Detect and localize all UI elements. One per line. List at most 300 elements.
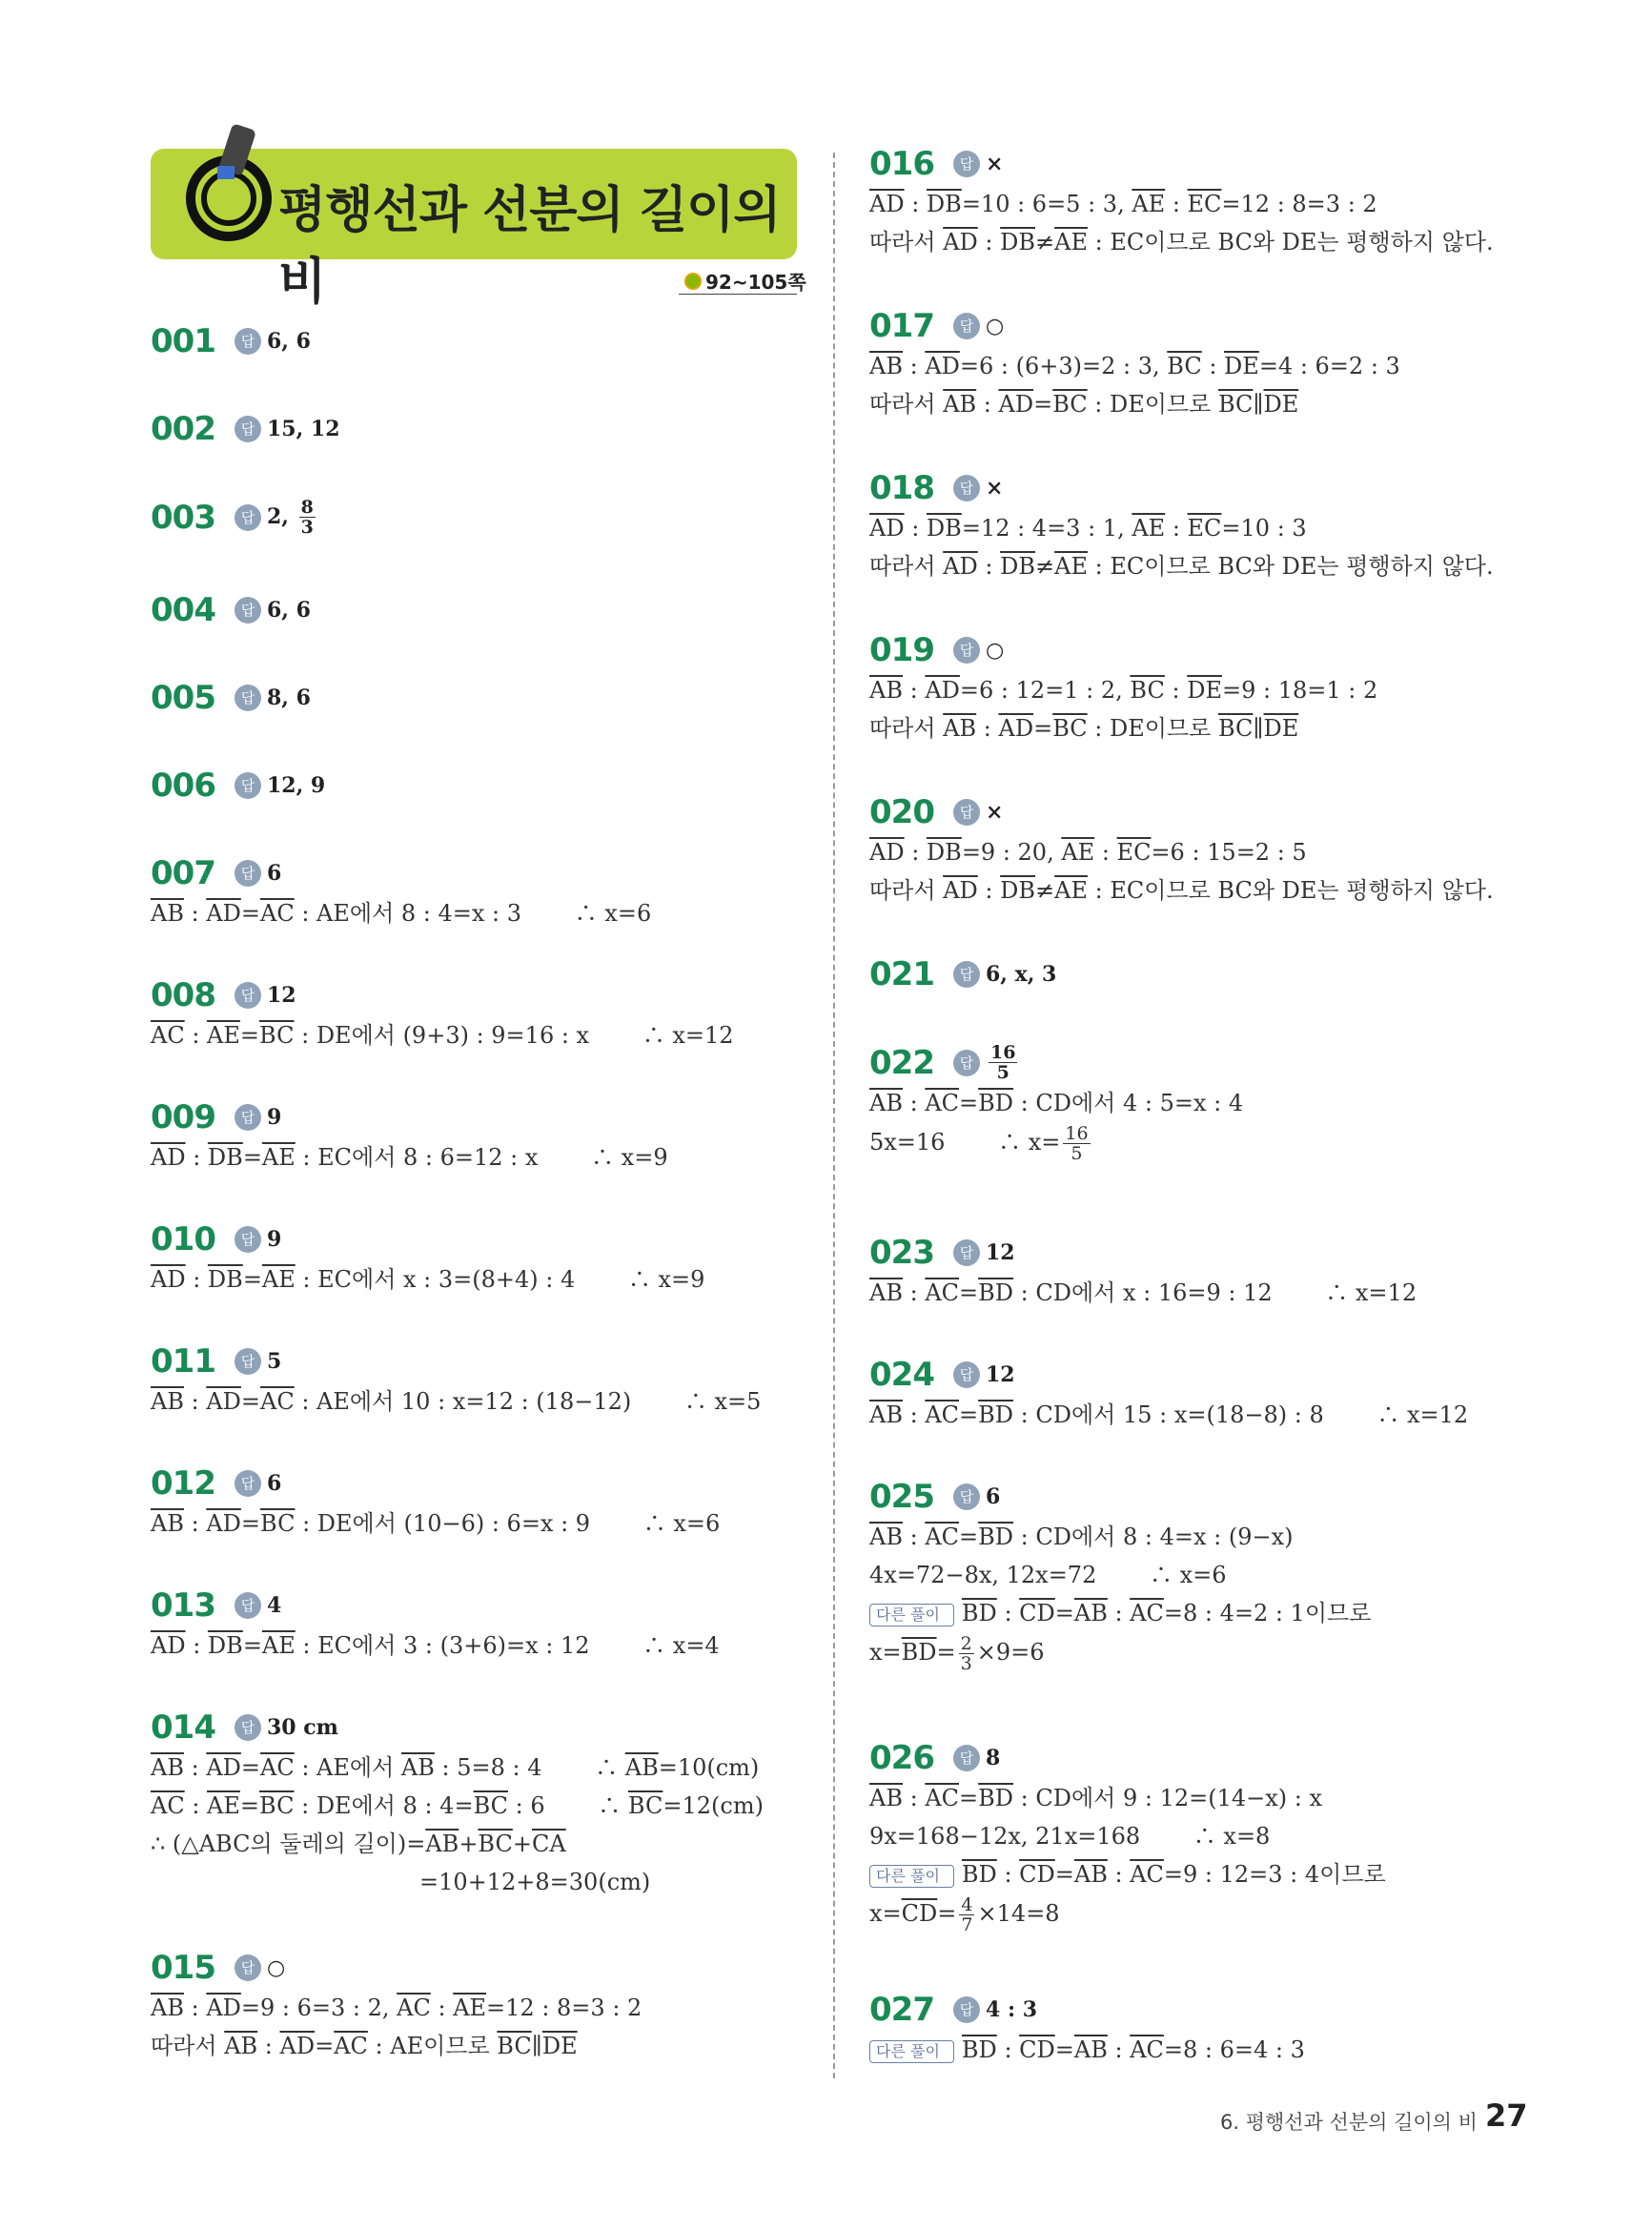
solution-line: $\overline{AD}$ : $\overline{DB}=12$ : 4=3 : 1, $\overline{AE}$ : $\overline{EC}=10$ : 3 <box>869 515 1307 542</box>
segment-ac: $\overline{AC}$ <box>334 2033 368 2059</box>
solution-line: $\overline{AC}$ : $\overline{AE}=\overline{BC}$ : DE에서 (9+3) : 9=16 : x ∴ x=12 <box>151 1022 734 1049</box>
fraction-denominator: 7 <box>961 1914 973 1935</box>
segment-ab: $\overline{AB}$ <box>425 1831 459 1857</box>
answer-value: 4 : 3 <box>985 1997 1038 2022</box>
segment-ae: $\overline{AE}$ <box>1061 839 1095 866</box>
segment-bc: $\overline{BC}$ <box>1167 353 1202 379</box>
problem-header <box>151 767 325 805</box>
segment-bd: $\overline{BD}$ <box>961 1861 997 1888</box>
segment-ac: $\overline{AC}$ <box>260 900 295 927</box>
problem-item <box>869 145 1494 259</box>
answer-badge: 답 <box>953 475 980 501</box>
column-divider <box>833 153 835 2078</box>
answer-badge: 답 <box>235 1104 261 1131</box>
segment-ad: $\overline{AD}$ <box>206 1754 241 1781</box>
page-reference-underline <box>679 294 797 295</box>
answer-badge: 답 <box>235 504 261 531</box>
problem-number: 005 <box>151 679 215 717</box>
segment-ae: $\overline{AE}$ <box>1054 553 1088 580</box>
answer-value: 15, 12 <box>266 417 340 441</box>
segment-ab: $\overline{AB}$ <box>151 900 184 927</box>
problem-header <box>151 498 318 537</box>
answer-value: × <box>985 152 1004 176</box>
problem-item <box>869 1478 1371 1673</box>
segment-db: $\overline{DB}$ <box>207 1632 243 1659</box>
problem-item <box>151 767 325 805</box>
segment-ac: $\overline{AC}$ <box>1130 2036 1164 2063</box>
problem-item <box>151 591 311 629</box>
problem-item <box>151 1220 704 1297</box>
segment-db: $\overline{DB}$ <box>1000 553 1035 580</box>
fraction-numerator: 16 <box>989 1042 1016 1063</box>
segment-bd: $\overline{BD}$ <box>961 1600 997 1626</box>
answer-fraction <box>989 1043 1017 1082</box>
problem-number: 014 <box>151 1708 215 1747</box>
segment-ab: $\overline{AB}$ <box>869 1785 903 1811</box>
solution-line: $\overline{AB}$ : $\overline{AC}=\overline{BD}$ : CD에서 9 : 12=(14−x) : x <box>869 1785 1323 1811</box>
answer-value: 6, 6 <box>266 329 311 354</box>
answer-badge: 답 <box>953 1745 980 1771</box>
segment-ac: $\overline{AC}$ <box>260 1388 295 1415</box>
segment-bc: $\overline{BC}$ <box>497 2033 532 2059</box>
problem-number: 007 <box>151 854 215 892</box>
answer-badge: 답 <box>235 416 261 442</box>
problem-item <box>151 1342 761 1419</box>
problem-header <box>151 1220 704 1258</box>
answer-value: 6, 6 <box>266 598 311 623</box>
segment-bc: $\overline{BC}$ <box>473 1792 509 1819</box>
problem-number: 006 <box>151 767 215 805</box>
segment-ec: $\overline{EC}$ <box>1187 515 1222 542</box>
segment-db: $\overline{DB}$ <box>1000 877 1035 904</box>
problem-header <box>869 1234 1417 1272</box>
answer-value: 5 <box>266 1349 282 1374</box>
problem-header <box>869 1043 1243 1082</box>
alt-solution-badge: 다른 풀이 <box>869 1604 954 1626</box>
segment-ab: $\overline{AB}$ <box>869 353 903 379</box>
problem-item <box>869 631 1377 746</box>
segment-ae: $\overline{AE}$ <box>261 1144 296 1171</box>
answer-value: ○ <box>985 314 1005 338</box>
segment-ab: $\overline{AB}$ <box>943 391 977 418</box>
segment-bc: $\overline{BC}$ <box>260 1510 296 1537</box>
fraction-numerator: 16 <box>1065 1123 1089 1144</box>
segment-ac: $\overline{AC}$ <box>151 1022 185 1049</box>
segment-ad: $\overline{AD}$ <box>151 1266 186 1293</box>
segment-ad: $\overline{AD}$ <box>206 1388 241 1415</box>
segment-ac: $\overline{AC}$ <box>925 1785 960 1811</box>
segment-bc: $\overline{BC}$ <box>259 1022 295 1049</box>
solution-line: $\overline{AB}$ : $\overline{AD}=6$ : (6+3)=2 : 3, $\overline{BC}$ : $\overline{DE}=4$ : 6=2 : 3 <box>869 353 1400 379</box>
segment-bc: $\overline{BC}$ <box>1217 391 1254 418</box>
problem-item <box>869 1234 1417 1310</box>
segment-ab: $\overline{AB}$ <box>151 1388 184 1415</box>
segment-ae: $\overline{AE}$ <box>453 1995 487 2021</box>
segment-de: $\overline{DE}$ <box>541 2033 578 2059</box>
problem-item <box>151 679 311 717</box>
problem-header <box>869 307 1400 345</box>
segment-ad: $\overline{AD}$ <box>943 553 978 580</box>
segment-db: $\overline{DB}$ <box>926 515 962 542</box>
problem-number: 009 <box>151 1098 215 1136</box>
solution-line: 따라서 $\overline{AB}$ : $\overline{AD}=\overline{AC}$ : AE이므로 $\overline{BC}\parallel\overline{DE}$ <box>151 2033 578 2059</box>
segment-ab: $\overline{AB}$ <box>224 2033 258 2059</box>
page-reference <box>684 267 806 295</box>
problem-item <box>151 1464 720 1541</box>
answer-badge: 답 <box>953 1361 980 1388</box>
answer-value: 12 <box>985 1362 1015 1387</box>
segment-ad: $\overline{AD}$ <box>943 877 978 904</box>
fraction-numerator: 8 <box>300 497 314 518</box>
problem-item <box>869 1739 1386 1934</box>
problem-number: 011 <box>151 1342 215 1381</box>
segment-ad: $\overline{AD}$ <box>151 1632 186 1659</box>
answer-badge: 답 <box>953 1483 980 1510</box>
segment-ad: $\overline{AD}$ <box>943 229 978 256</box>
segment-bc: $\overline{BC}$ <box>478 1831 513 1857</box>
segment-ae: $\overline{AE}$ <box>1132 191 1166 217</box>
problem-header <box>869 1356 1468 1394</box>
problem-item <box>869 793 1494 908</box>
segment-ac: $\overline{AC}$ <box>1130 1600 1164 1626</box>
problem-number: 004 <box>151 591 215 629</box>
answer-badge: 답 <box>235 1470 261 1497</box>
segment-ab: $\overline{AB}$ <box>1073 1600 1108 1626</box>
solution-line: $\overline{AB}$ : $\overline{AD}=\overline{AC}$ : AE에서 $\overline{AB}$ : 5=8 : 4 ∴ $\overline{AB}=10(cm)$ <box>151 1754 760 1781</box>
problem-header <box>151 679 311 717</box>
problem-item <box>151 854 651 931</box>
solution-line: $\overline{AB}$ : $\overline{AC}=\overline{BD}$ : CD에서 x : 16=9 : 12 ∴ x=12 <box>869 1279 1417 1306</box>
answer-badge: 답 <box>235 860 261 887</box>
answer-value: 6 <box>266 861 282 886</box>
segment-ae: $\overline{AE}$ <box>1054 877 1088 904</box>
segment-ad: $\overline{AD}$ <box>206 1995 241 2021</box>
answer-badge: 답 <box>953 799 980 826</box>
problem-header <box>869 1991 1305 2029</box>
answer-badge: 답 <box>235 982 261 1009</box>
problem-number: 027 <box>869 1991 934 2029</box>
answer-badge: 답 <box>953 637 980 664</box>
solution-line: 따라서 $\overline{AD}$ : $\overline{DB}\ne\overline{AE}$ : EC이므로 BC와 DE는 평행하지 않다. <box>869 877 1494 904</box>
segment-db: $\overline{DB}$ <box>926 191 962 217</box>
solution-line: 따라서 $\overline{AB}$ : $\overline{AD}=\overline{BC}$ : DE이므로 $\overline{BC}\parallel\overline{DE}$ <box>869 391 1299 418</box>
problem-number: 021 <box>869 955 934 993</box>
segment-de: $\overline{DE}$ <box>1263 715 1299 742</box>
segment-bc: $\overline{BC}$ <box>1052 391 1088 418</box>
segment-ca: $\overline{CA}$ <box>531 1831 566 1857</box>
fraction-numerator: 4 <box>961 1894 973 1915</box>
segment-bd: $\overline{BD}$ <box>978 1785 1014 1811</box>
segment-ad: $\overline{AD}$ <box>869 515 905 542</box>
answer-badge: 답 <box>235 328 261 355</box>
problem-header <box>869 631 1377 669</box>
problem-number: 025 <box>869 1478 934 1516</box>
problem-item <box>151 322 311 360</box>
segment-ab: $\overline{AB}$ <box>943 715 977 742</box>
segment-ae: $\overline{AE}$ <box>261 1632 296 1659</box>
segment-ad: $\overline{AD}$ <box>998 715 1034 742</box>
page-number: 27 <box>1485 2097 1528 2134</box>
problem-item <box>151 976 734 1053</box>
problem-number: 017 <box>869 307 934 345</box>
fraction-denominator: 3 <box>960 1653 972 1674</box>
problem-item <box>151 1708 764 1899</box>
problem-number: 019 <box>869 631 934 669</box>
answer-value: 30 cm <box>266 1715 338 1740</box>
problem-header <box>869 1739 1386 1777</box>
answer-badge: 답 <box>235 597 261 624</box>
segment-bd: $\overline{BD}$ <box>901 1639 937 1666</box>
solution-line: 따라서 $\overline{AD}$ : $\overline{DB}\ne\overline{AE}$ : EC이므로 BC와 DE는 평행하지 않다. <box>869 553 1494 580</box>
segment-ad: $\overline{AD}$ <box>998 391 1034 418</box>
answer-badge: 답 <box>953 313 980 339</box>
fraction-denominator: 3 <box>300 517 314 538</box>
segment-ae: $\overline{AE}$ <box>261 1266 296 1293</box>
problem-number: 003 <box>151 498 215 537</box>
solution-line: $x=\overline{CD}=$ $\frac{4}{7}$ ×14=8 <box>869 1894 1060 1935</box>
problem-number: 001 <box>151 322 215 360</box>
answer-value <box>986 1042 1020 1083</box>
segment-ab: $\overline{AB}$ <box>151 1754 184 1781</box>
segment-bd: $\overline{BD}$ <box>978 1524 1014 1550</box>
solution-line: $\overline{AD}$ : $\overline{DB}=\overline{AE}$ : EC에서 8 : 6=12 : x ∴ x=9 <box>151 1144 668 1171</box>
solution-line: $\overline{AB}$ : $\overline{AD}=\overline{AC}$ : AE에서 10 : x=12 : (18−12) ∴ x=5 <box>151 1388 762 1415</box>
segment-cd: $\overline{CD}$ <box>1019 1861 1055 1888</box>
problem-header <box>151 410 340 448</box>
problem-item <box>869 1991 1305 2067</box>
segment-ac: $\overline{AC}$ <box>925 1090 960 1116</box>
answer-value: 9 <box>266 1105 282 1130</box>
solution-line: $\overline{AB}$ : $\overline{AC}=\overline{BD}$ : CD에서 4 : 5=x : 4 <box>869 1090 1244 1116</box>
segment-ad: $\overline{AD}$ <box>869 191 905 217</box>
answer-value: × <box>985 476 1004 501</box>
solution-line: 다른 풀이 $\overline{BD}$ : $\overline{CD}=\overline{AB}$ : $\overline{AC}=9$ : 12=3 : 4이므로 <box>869 1857 1386 1892</box>
answer-value: × <box>985 800 1004 825</box>
segment-ac: $\overline{AC}$ <box>1130 1861 1164 1888</box>
answer-badge: 답 <box>235 1226 261 1253</box>
solution-line: 4x=72−8x, 12x=72 ∴ x=6 <box>869 1562 1227 1588</box>
answer-value: ○ <box>266 1955 286 1980</box>
segment-ab: $\overline{AB}$ <box>869 1401 903 1428</box>
solution-line: $\overline{AB}$ : $\overline{AC}=\overline{BD}$ : CD에서 8 : 4=x : (9−x) <box>869 1524 1294 1550</box>
segment-ab: $\overline{AB}$ <box>400 1754 435 1781</box>
page-reference-text: 92~105쪽 <box>705 271 806 294</box>
segment-ac: $\overline{AC}$ <box>397 1995 431 2021</box>
segment-db: $\overline{DB}$ <box>207 1266 243 1293</box>
solution-line: 9x=168−12x, 21x=168 ∴ x=8 <box>869 1823 1271 1850</box>
segment-ad: $\overline{AD}$ <box>869 839 905 866</box>
solution-line: $x=\overline{BD}=$ $\frac{2}{3}$ ×9=6 <box>869 1633 1045 1674</box>
segment-bc: $\overline{BC}$ <box>627 1792 663 1819</box>
answer-badge: 답 <box>953 1239 980 1266</box>
solution-line: $\overline{AB}$ : $\overline{AD}=\overline{AC}$ : AE에서 8 : 4=x : 3 ∴ x=6 <box>151 900 652 927</box>
answer-badge: 답 <box>235 1592 261 1619</box>
solution-line: 5x=16 ∴ x= $\frac{16}{5}$ <box>869 1123 1089 1164</box>
problem-item <box>151 1098 668 1175</box>
answer-badge: 답 <box>235 1348 261 1375</box>
segment-ab: $\overline{AB}$ <box>624 1754 659 1781</box>
problem-header <box>869 145 1494 183</box>
answer-value: 12, 9 <box>266 773 326 798</box>
segment-de: $\overline{DE}$ <box>1187 677 1222 704</box>
answer-badge: 답 <box>953 961 980 988</box>
segment-bd: $\overline{BD}$ <box>978 1090 1014 1116</box>
segment-ab: $\overline{AB}$ <box>869 1279 903 1306</box>
solution-line: $\overline{AD}$ : $\overline{DB}=\overline{AE}$ : EC에서 3 : (3+6)=x : 12 ∴ x=4 <box>151 1632 720 1659</box>
segment-ad: $\overline{AD}$ <box>206 1510 241 1537</box>
solution-line: $\overline{AB}$ : $\overline{AC}=\overline{BD}$ : CD에서 15 : x=(18−8) : 8 ∴ x=12 <box>869 1401 1469 1428</box>
problem-item <box>151 410 340 448</box>
segment-ac: $\overline{AC}$ <box>925 1279 960 1306</box>
answer-badge: 답 <box>953 1050 980 1076</box>
segment-ac: $\overline{AC}$ <box>925 1524 960 1550</box>
fraction <box>959 1634 974 1673</box>
segment-de: $\overline{DE}$ <box>1224 353 1259 379</box>
segment-ab: $\overline{AB}$ <box>869 677 903 704</box>
segment-ab: $\overline{AB}$ <box>151 1995 184 2021</box>
segment-db: $\overline{DB}$ <box>1000 229 1035 256</box>
segment-ab: $\overline{AB}$ <box>151 1510 184 1537</box>
answer-value: 8, 6 <box>266 685 311 710</box>
segment-ac: $\overline{AC}$ <box>151 1792 185 1819</box>
segment-db: $\overline{DB}$ <box>926 839 962 866</box>
answer-value: 12 <box>985 1240 1015 1265</box>
solution-line: =10+12+8=30(cm) <box>419 1869 651 1895</box>
solution-line: $\overline{AD}$ : $\overline{DB}=9$ : 20, $\overline{AE}$ : $\overline{EC}=6$ : 15=2 : 5 <box>869 839 1307 866</box>
problem-number: 016 <box>869 145 934 183</box>
segment-ab: $\overline{AB}$ <box>1073 1861 1108 1888</box>
problem-number: 008 <box>151 976 215 1014</box>
problem-header <box>151 1949 642 1987</box>
segment-bd: $\overline{BD}$ <box>961 2036 997 2063</box>
segment-ac: $\overline{AC}$ <box>925 1401 960 1428</box>
segment-ad: $\overline{AD}$ <box>151 1144 186 1171</box>
problem-number: 010 <box>151 1220 215 1258</box>
segment-ae: $\overline{AE}$ <box>1132 515 1166 542</box>
answer-fraction <box>299 498 316 537</box>
answer-badge: 답 <box>953 1996 980 2023</box>
problem-number: 013 <box>151 1586 215 1625</box>
segment-ec: $\overline{EC}$ <box>1187 191 1222 217</box>
solution-line: $\overline{AC}$ : $\overline{AE}=\overline{BC}$ : DE에서 8 : $4=\overline{BC}$ : 6 ∴ $\overline{BC}=12(cm)$ <box>151 1792 764 1819</box>
segment-bc: $\overline{BC}$ <box>1217 715 1254 742</box>
problem-number: 015 <box>151 1949 215 1987</box>
solution-line: $\overline{AD}$ : $\overline{DB}=10$ : 6=5 : 3, $\overline{AE}$ : $\overline{EC}=12$ : 8=3 : 2 <box>869 191 1377 217</box>
segment-ad: $\overline{AD}$ <box>925 353 960 379</box>
segment-ad: $\overline{AD}$ <box>206 900 241 927</box>
problem-number: 018 <box>869 469 934 507</box>
problem-item <box>869 1043 1243 1163</box>
segment-bc: $\overline{BC}$ <box>1130 677 1165 704</box>
problem-item <box>869 469 1494 583</box>
solution-line: 따라서 $\overline{AB}$ : $\overline{AD}=\overline{BC}$ : DE이므로 $\overline{BC}\parallel\overline{DE}$ <box>869 715 1299 742</box>
fraction <box>959 1895 974 1934</box>
fraction <box>1063 1124 1090 1163</box>
problem-header <box>151 1342 761 1381</box>
solution-line: 따라서 $\overline{AD}$ : $\overline{DB}\ne\overline{AE}$ : EC이므로 BC와 DE는 평행하지 않다. <box>869 229 1494 256</box>
cube-icon <box>684 273 702 290</box>
segment-cd: $\overline{CD}$ <box>1019 1600 1055 1626</box>
segment-ab: $\overline{AB}$ <box>869 1524 903 1550</box>
problem-header <box>869 955 1056 993</box>
segment-ad: $\overline{AD}$ <box>925 677 960 704</box>
problem-number: 024 <box>869 1356 934 1394</box>
segment-bd: $\overline{BD}$ <box>978 1401 1014 1428</box>
answer-value: 4 <box>266 1593 282 1618</box>
section-title: 평행선과 선분의 길이의 비 <box>278 182 781 311</box>
answer-badge: 답 <box>235 1954 261 1981</box>
segment-bc: $\overline{BC}$ <box>1052 715 1088 742</box>
problem-header <box>151 1708 764 1747</box>
answer-value: 6 <box>985 1484 1001 1509</box>
answer-badge: 답 <box>953 151 980 177</box>
problem-item <box>869 307 1400 421</box>
spiral-hook-icon <box>179 120 284 244</box>
solution-line: ∴ (△ABC의 둘레의 길이)$=\overline{AB}+\overline{BC}+\overline{CA}$ <box>151 1831 566 1857</box>
solution-line: $\overline{AB}$ : $\overline{AD}=\overline{BC}$ : DE에서 (10−6) : 6=x : 9 ∴ x=6 <box>151 1510 721 1537</box>
answer-value: 2, $\frac{8}{3}$ <box>266 497 314 538</box>
alt-solution-badge: 다른 풀이 <box>869 1865 954 1888</box>
problem-number: 023 <box>869 1234 934 1272</box>
problem-header <box>151 854 651 892</box>
solution-line: 다른 풀이 $\overline{BD}$ : $\overline{CD}=\overline{AB}$ : $\overline{AC}=8$ : 6=4 : 3 <box>869 2033 1305 2067</box>
footer-chapter: 6. 평행선과 선분의 길이의 비 <box>1220 2111 1478 2134</box>
segment-ad: $\overline{AD}$ <box>279 2033 316 2059</box>
problem-number: 012 <box>151 1464 215 1503</box>
answer-value: 6, x, 3 <box>985 962 1057 987</box>
problem-number: 022 <box>869 1043 934 1082</box>
segment-ec: $\overline{EC}$ <box>1116 839 1152 866</box>
segment-ae: $\overline{AE}$ <box>207 1022 240 1049</box>
problem-header <box>151 1586 720 1625</box>
problem-header <box>151 1464 720 1503</box>
problem-header <box>151 591 311 629</box>
answer-value: 9 <box>266 1227 282 1252</box>
problem-item <box>151 1949 642 2063</box>
segment-cd: $\overline{CD}$ <box>901 1900 938 1927</box>
problem-header <box>869 793 1494 831</box>
problem-header <box>151 1098 668 1136</box>
problem-number: 020 <box>869 793 934 831</box>
segment-ae: $\overline{AE}$ <box>207 1792 240 1819</box>
problem-header <box>151 322 311 360</box>
segment-ae: $\overline{AE}$ <box>1054 229 1088 256</box>
segment-cd: $\overline{CD}$ <box>1019 2036 1055 2063</box>
solution-line: 다른 풀이 $\overline{BD}$ : $\overline{CD}=\overline{AB}$ : $\overline{AC}=8$ : 4=2 : 1이므로 <box>869 1596 1371 1630</box>
problem-item <box>151 1586 720 1663</box>
solution-line: $\overline{AB}$ : $\overline{AD}=6$ : 12=1 : 2, $\overline{BC}$ : $\overline{DE}=9$ : 18=1 : 2 <box>869 677 1378 704</box>
fraction-denominator: 5 <box>996 1062 1010 1083</box>
segment-de: $\overline{DE}$ <box>1263 391 1299 418</box>
segment-ac: $\overline{AC}$ <box>260 1754 295 1781</box>
segment-ab: $\overline{AB}$ <box>869 1090 903 1116</box>
segment-bd: $\overline{BD}$ <box>978 1279 1014 1306</box>
solution-line: $\overline{AD}$ : $\overline{DB}=\overline{AE}$ : EC에서 x : 3=(8+4) : 4 ∴ x=9 <box>151 1266 705 1293</box>
answer-value: 6 <box>266 1471 282 1496</box>
answer-badge: 답 <box>235 772 261 799</box>
solution-line: $\overline{AB}$ : $\overline{AD}=9$ : 6=3 : 2, $\overline{AC}$ : $\overline{AE}=12$ : 8=3 : 2 <box>151 1995 642 2021</box>
segment-db: $\overline{DB}$ <box>207 1144 243 1171</box>
answer-badge: 답 <box>235 685 261 711</box>
segment-ab: $\overline{AB}$ <box>1073 2036 1108 2063</box>
answer-value: 8 <box>985 1746 1001 1770</box>
alt-solution-badge: 다른 풀이 <box>869 2040 954 2063</box>
problem-header <box>869 1478 1371 1516</box>
answer-value: 12 <box>266 983 296 1008</box>
problem-header <box>869 469 1494 507</box>
problem-number: 026 <box>869 1739 934 1777</box>
fraction-numerator: 2 <box>960 1633 972 1654</box>
